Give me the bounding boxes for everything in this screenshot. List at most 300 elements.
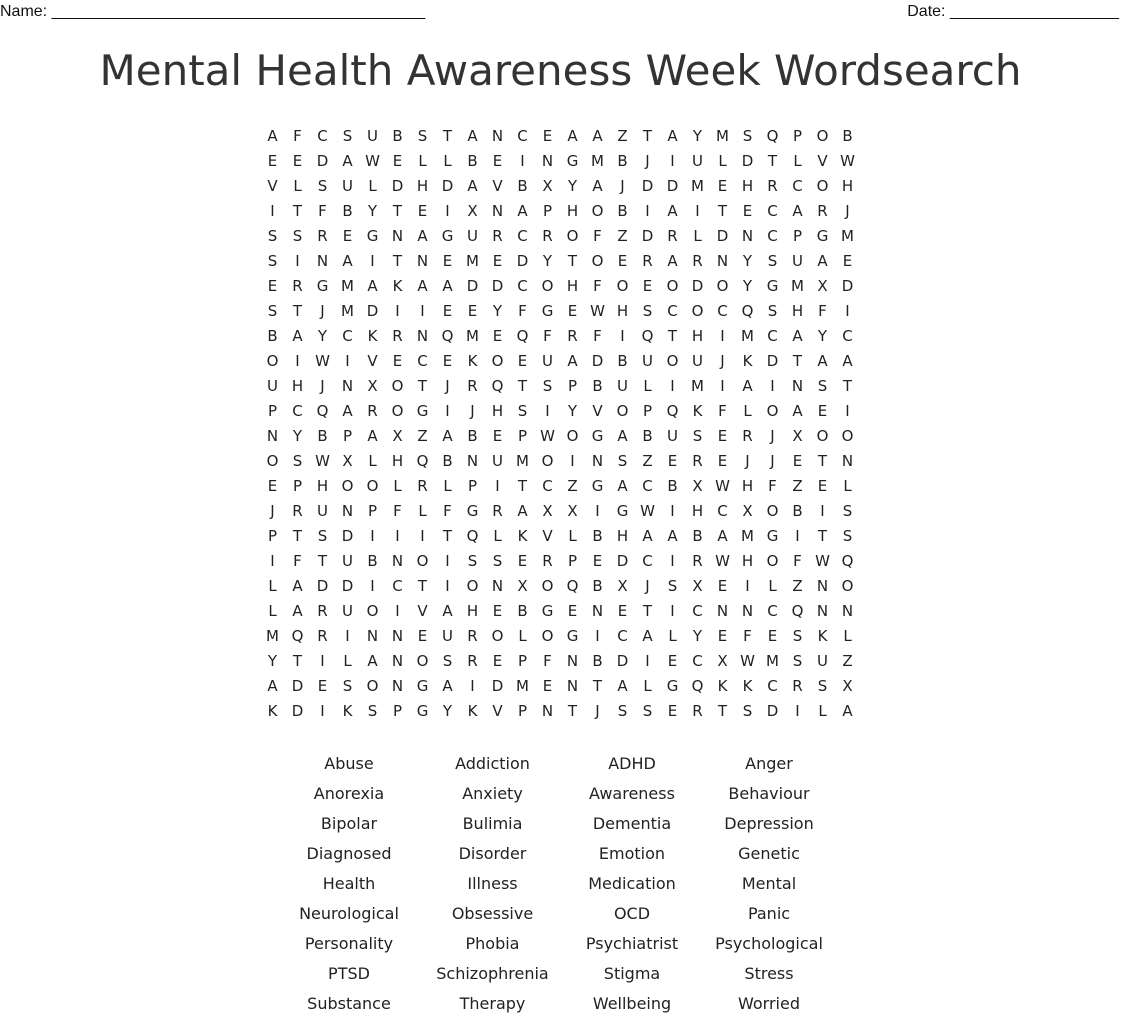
grid-letter: W <box>740 652 755 670</box>
grid-letter: B <box>667 477 678 495</box>
grid-letter: O <box>391 402 404 420</box>
grid-letter: E <box>817 402 828 420</box>
grid-letter: X <box>367 377 378 395</box>
grid-letter: D <box>341 527 354 545</box>
grid-letter: A <box>517 202 528 220</box>
grid-letter: O <box>416 552 429 570</box>
grid-letter: S <box>467 552 478 570</box>
grid-letter: O <box>691 302 704 320</box>
grid-letter: O <box>491 352 504 370</box>
grid-letter: N <box>841 602 854 620</box>
grid-letter: M <box>741 327 754 345</box>
grid-letter: U <box>342 552 353 570</box>
grid-letter: R <box>467 652 478 670</box>
grid-letter: N <box>391 552 404 570</box>
grid-letter: A <box>442 277 453 295</box>
word-list-item: Anorexia <box>313 784 385 803</box>
grid-letter: B <box>792 502 803 520</box>
grid-letter: E <box>567 602 578 620</box>
grid-letter: N <box>816 602 829 620</box>
grid-row <box>260 249 860 274</box>
grid-letter: B <box>517 177 528 195</box>
grid-letter: A <box>342 402 353 420</box>
grid-letter: A <box>792 402 803 420</box>
grid-row <box>260 124 860 149</box>
grid-letter: Y <box>317 327 328 345</box>
grid-letter: U <box>467 227 478 245</box>
grid-letter: I <box>845 402 850 420</box>
grid-letter: O <box>841 577 854 595</box>
grid-letter: O <box>466 577 479 595</box>
grid-row <box>260 299 860 324</box>
grid-row <box>260 224 860 249</box>
grid-letter: C <box>417 352 428 370</box>
grid-letter: P <box>342 427 353 445</box>
grid-letter: O <box>591 252 604 270</box>
grid-letter: T <box>817 527 828 545</box>
word-list-item: Bipolar <box>320 814 378 833</box>
grid-letter: L <box>718 152 727 170</box>
grid-letter: Z <box>417 427 428 445</box>
grid-letter: S <box>267 227 278 245</box>
grid-letter: N <box>466 452 479 470</box>
grid-row <box>260 174 860 199</box>
grid-letter: H <box>741 552 754 570</box>
grid-letter: O <box>816 127 829 145</box>
grid-letter: I <box>395 302 400 320</box>
grid-letter: B <box>317 427 328 445</box>
grid-letter: T <box>642 127 653 145</box>
grid-letter: V <box>367 352 378 370</box>
grid-row <box>260 199 860 224</box>
grid-letter: N <box>816 577 829 595</box>
grid-letter: T <box>767 152 778 170</box>
grid-letter: T <box>817 452 828 470</box>
grid-letter: C <box>767 602 778 620</box>
grid-letter: C <box>517 277 528 295</box>
grid-letter: T <box>392 202 403 220</box>
grid-letter: L <box>493 527 502 545</box>
grid-letter: P <box>542 202 553 220</box>
grid-letter: L <box>843 627 852 645</box>
grid-letter: W <box>365 152 380 170</box>
grid-letter: I <box>695 202 700 220</box>
grid-letter: D <box>641 177 654 195</box>
grid-letter: O <box>491 627 504 645</box>
grid-letter: I <box>420 302 425 320</box>
grid-letter: G <box>441 227 454 245</box>
grid-letter: S <box>267 302 278 320</box>
grid-letter: T <box>292 202 303 220</box>
grid-letter: B <box>592 652 603 670</box>
grid-letter: N <box>591 602 604 620</box>
grid-letter: A <box>842 352 853 370</box>
grid-letter: G <box>566 627 579 645</box>
grid-letter: D <box>841 277 854 295</box>
grid-letter: A <box>617 427 628 445</box>
grid-letter: T <box>567 702 578 720</box>
grid-letter: S <box>317 177 328 195</box>
grid-letter: M <box>691 177 704 195</box>
grid-row <box>260 349 860 374</box>
grid-letter: D <box>341 577 354 595</box>
grid-letter: N <box>391 677 404 695</box>
grid-letter: X <box>692 477 703 495</box>
grid-letter: U <box>817 652 828 670</box>
grid-letter: E <box>392 152 403 170</box>
grid-letter: H <box>566 202 579 220</box>
wordsearch-grid <box>260 124 860 724</box>
word-list-item: Personality <box>304 934 394 953</box>
grid-letter: N <box>416 327 429 345</box>
word-list-item: Panic <box>747 904 791 923</box>
grid-letter: S <box>792 652 803 670</box>
grid-letter: A <box>517 502 528 520</box>
grid-letter: N <box>341 502 354 520</box>
grid-letter: S <box>767 252 778 270</box>
grid-letter: C <box>767 327 778 345</box>
grid-letter: D <box>691 277 704 295</box>
grid-letter: F <box>818 302 827 320</box>
grid-letter: A <box>467 127 478 145</box>
grid-letter: O <box>766 552 779 570</box>
grid-letter: M <box>266 627 279 645</box>
grid-letter: W <box>715 477 730 495</box>
grid-letter: D <box>491 677 504 695</box>
grid-letter: I <box>595 627 600 645</box>
grid-letter: C <box>317 127 328 145</box>
grid-letter: B <box>617 202 628 220</box>
grid-letter: H <box>791 302 804 320</box>
grid-letter: T <box>442 127 453 145</box>
grid-letter: C <box>542 477 553 495</box>
grid-letter: A <box>817 252 828 270</box>
grid-letter: P <box>517 702 528 720</box>
grid-letter: O <box>541 452 554 470</box>
grid-letter: C <box>642 552 653 570</box>
grid-letter: E <box>492 327 503 345</box>
grid-letter: A <box>667 127 678 145</box>
grid-letter: N <box>391 627 404 645</box>
grid-letter: A <box>617 677 628 695</box>
grid-letter: A <box>642 627 653 645</box>
grid-letter: S <box>792 627 803 645</box>
grid-letter: D <box>641 227 654 245</box>
grid-letter: O <box>816 427 829 445</box>
grid-letter: I <box>420 527 425 545</box>
grid-letter: P <box>392 702 403 720</box>
grid-letter: V <box>592 402 603 420</box>
grid-row <box>260 674 860 699</box>
grid-letter: S <box>442 652 453 670</box>
grid-letter: U <box>692 352 703 370</box>
grid-letter: A <box>292 577 303 595</box>
grid-letter: N <box>591 452 604 470</box>
grid-letter: D <box>616 652 629 670</box>
grid-letter: O <box>666 352 679 370</box>
grid-letter: W <box>590 302 605 320</box>
grid-letter: L <box>443 477 452 495</box>
grid-letter: A <box>642 527 653 545</box>
word-list-item: Substance <box>307 994 391 1013</box>
grid-row <box>260 274 860 299</box>
grid-letter: E <box>792 452 803 470</box>
word-list-item: Addiction <box>455 754 530 773</box>
grid-letter: N <box>391 227 404 245</box>
grid-letter: I <box>295 352 300 370</box>
grid-letter: D <box>766 702 779 720</box>
grid-letter: L <box>743 402 752 420</box>
grid-letter: F <box>593 327 602 345</box>
grid-letter: H <box>316 477 329 495</box>
grid-letter: U <box>442 627 453 645</box>
grid-letter: I <box>445 577 450 595</box>
grid-letter: G <box>591 477 604 495</box>
grid-letter: D <box>466 277 479 295</box>
grid-letter: Q <box>441 327 454 345</box>
grid-letter: F <box>768 477 777 495</box>
grid-letter: O <box>391 377 404 395</box>
grid-letter: Q <box>416 452 429 470</box>
grid-letter: K <box>742 677 753 695</box>
grid-letter: W <box>815 552 830 570</box>
grid-letter: Z <box>567 477 578 495</box>
grid-letter: H <box>291 377 304 395</box>
grid-letter: Q <box>666 402 679 420</box>
grid-letter: G <box>766 527 779 545</box>
word-list-item: Depression <box>724 814 814 833</box>
grid-letter: R <box>317 602 328 620</box>
grid-letter: A <box>667 202 678 220</box>
grid-letter: I <box>720 377 725 395</box>
grid-letter: B <box>517 602 528 620</box>
grid-letter: Q <box>766 127 779 145</box>
grid-row <box>260 499 860 524</box>
grid-letter: C <box>792 177 803 195</box>
grid-letter: E <box>667 702 678 720</box>
grid-letter: G <box>316 277 329 295</box>
grid-letter: H <box>416 177 429 195</box>
grid-letter: R <box>417 477 428 495</box>
grid-letter: L <box>643 677 652 695</box>
grid-letter: J <box>770 427 775 445</box>
grid-letter: Q <box>516 327 529 345</box>
grid-letter: P <box>567 552 578 570</box>
grid-letter: D <box>316 577 329 595</box>
grid-letter: L <box>643 377 652 395</box>
grid-letter: O <box>366 477 379 495</box>
word-list-item: Behaviour <box>728 784 810 803</box>
grid-letter: I <box>395 527 400 545</box>
grid-letter: I <box>295 252 300 270</box>
grid-letter: T <box>292 527 303 545</box>
grid-letter: Q <box>841 552 854 570</box>
grid-letter: A <box>267 677 278 695</box>
grid-letter: G <box>416 402 429 420</box>
grid-letter: M <box>691 377 704 395</box>
grid-letter: O <box>416 652 429 670</box>
grid-letter: E <box>492 252 503 270</box>
word-list-item: Stress <box>744 964 794 983</box>
grid-letter: W <box>315 352 330 370</box>
grid-letter: I <box>670 377 675 395</box>
grid-letter: I <box>320 652 325 670</box>
grid-letter: J <box>770 452 775 470</box>
grid-letter: J <box>720 352 725 370</box>
grid-letter: F <box>293 552 302 570</box>
grid-letter: C <box>692 652 703 670</box>
grid-letter: Y <box>692 127 703 145</box>
grid-letter: E <box>667 652 678 670</box>
grid-letter: E <box>542 127 553 145</box>
grid-letter: Y <box>742 252 753 270</box>
grid-letter: Y <box>367 202 378 220</box>
grid-letter: K <box>517 527 528 545</box>
grid-letter: H <box>841 177 854 195</box>
grid-letter: Y <box>817 327 828 345</box>
grid-letter: D <box>366 302 379 320</box>
grid-letter: Z <box>792 477 803 495</box>
grid-letter: I <box>820 502 825 520</box>
grid-letter: E <box>717 452 728 470</box>
grid-letter: I <box>445 552 450 570</box>
grid-letter: A <box>567 352 578 370</box>
grid-letter: X <box>392 427 403 445</box>
grid-letter: B <box>642 427 653 445</box>
grid-letter: E <box>517 552 528 570</box>
grid-letter: D <box>766 352 779 370</box>
grid-letter: G <box>541 602 554 620</box>
word-list-item: Mental <box>741 874 797 893</box>
grid-letter: V <box>492 177 503 195</box>
grid-letter: J <box>620 177 625 195</box>
grid-letter: T <box>667 327 678 345</box>
grid-letter: O <box>341 477 354 495</box>
grid-letter: N <box>266 427 279 445</box>
grid-letter: M <box>341 277 354 295</box>
grid-letter: I <box>545 402 550 420</box>
grid-letter: G <box>591 427 604 445</box>
grid-letter: O <box>716 277 729 295</box>
grid-letter: E <box>767 627 778 645</box>
grid-letter: B <box>617 152 628 170</box>
grid-letter: R <box>392 327 403 345</box>
grid-letter: H <box>491 402 504 420</box>
word-list-item: Awareness <box>589 784 675 803</box>
grid-letter: A <box>592 127 603 145</box>
grid-letter: A <box>592 177 603 195</box>
grid-letter: B <box>842 127 853 145</box>
grid-letter: K <box>342 702 353 720</box>
grid-letter: R <box>692 452 703 470</box>
grid-letter: E <box>592 552 603 570</box>
grid-letter: E <box>742 202 753 220</box>
grid-letter: F <box>743 627 752 645</box>
grid-letter: S <box>342 127 353 145</box>
grid-letter: W <box>715 552 730 570</box>
grid-letter: C <box>392 577 403 595</box>
grid-letter: V <box>542 527 553 545</box>
grid-letter: L <box>518 627 527 645</box>
word-list-item: Obsessive <box>451 904 534 923</box>
grid-letter: I <box>770 377 775 395</box>
grid-letter: H <box>616 527 629 545</box>
grid-letter: R <box>567 327 578 345</box>
grid-letter: T <box>517 477 528 495</box>
grid-letter: Q <box>791 602 804 620</box>
grid-letter: S <box>542 377 553 395</box>
grid-letter: A <box>342 152 353 170</box>
grid-letter: L <box>268 577 277 595</box>
grid-letter: H <box>691 327 704 345</box>
grid-letter: D <box>716 227 729 245</box>
grid-letter: S <box>667 577 678 595</box>
grid-letter: A <box>292 327 303 345</box>
grid-letter: H <box>691 502 704 520</box>
grid-letter: Y <box>267 652 278 670</box>
grid-letter: W <box>640 502 655 520</box>
grid-letter: V <box>817 152 828 170</box>
word-list-item: OCD <box>613 904 651 923</box>
grid-letter: B <box>267 327 278 345</box>
grid-letter: O <box>266 452 279 470</box>
grid-letter: Q <box>466 527 479 545</box>
grid-letter: T <box>392 252 403 270</box>
grid-letter: E <box>567 302 578 320</box>
grid-letter: C <box>767 202 778 220</box>
grid-letter: P <box>267 402 278 420</box>
grid-letter: X <box>567 502 578 520</box>
grid-letter: B <box>592 577 603 595</box>
grid-letter: U <box>342 602 353 620</box>
grid-letter: I <box>670 502 675 520</box>
grid-letter: F <box>318 202 327 220</box>
word-list-item: Abuse <box>324 754 374 773</box>
grid-letter: K <box>267 702 278 720</box>
grid-letter: O <box>841 427 854 445</box>
grid-letter: D <box>441 177 454 195</box>
grid-letter: K <box>467 702 478 720</box>
grid-letter: E <box>392 352 403 370</box>
grid-letter: C <box>767 677 778 695</box>
grid-letter: L <box>668 627 677 645</box>
grid-letter: I <box>445 402 450 420</box>
page-title: Mental Health Awareness Week Wordsearch <box>99 46 1022 95</box>
grid-letter: N <box>566 677 579 695</box>
grid-letter: L <box>293 177 302 195</box>
grid-letter: S <box>642 302 653 320</box>
grid-letter: T <box>717 202 728 220</box>
grid-letter: M <box>791 277 804 295</box>
grid-letter: X <box>842 677 853 695</box>
grid-letter: E <box>417 627 428 645</box>
grid-letter: Y <box>542 252 553 270</box>
grid-row <box>260 649 860 674</box>
word-list-item: Genetic <box>738 844 800 863</box>
grid-letter: F <box>543 327 552 345</box>
grid-letter: D <box>741 152 754 170</box>
grid-letter: Y <box>567 177 578 195</box>
grid-letter: A <box>442 427 453 445</box>
grid-letter: N <box>716 602 729 620</box>
grid-letter: V <box>417 602 428 620</box>
grid-letter: P <box>517 427 528 445</box>
grid-letter: H <box>566 277 579 295</box>
grid-letter: R <box>817 202 828 220</box>
grid-letter: R <box>367 402 378 420</box>
grid-letter: T <box>642 602 653 620</box>
grid-letter: J <box>645 577 650 595</box>
